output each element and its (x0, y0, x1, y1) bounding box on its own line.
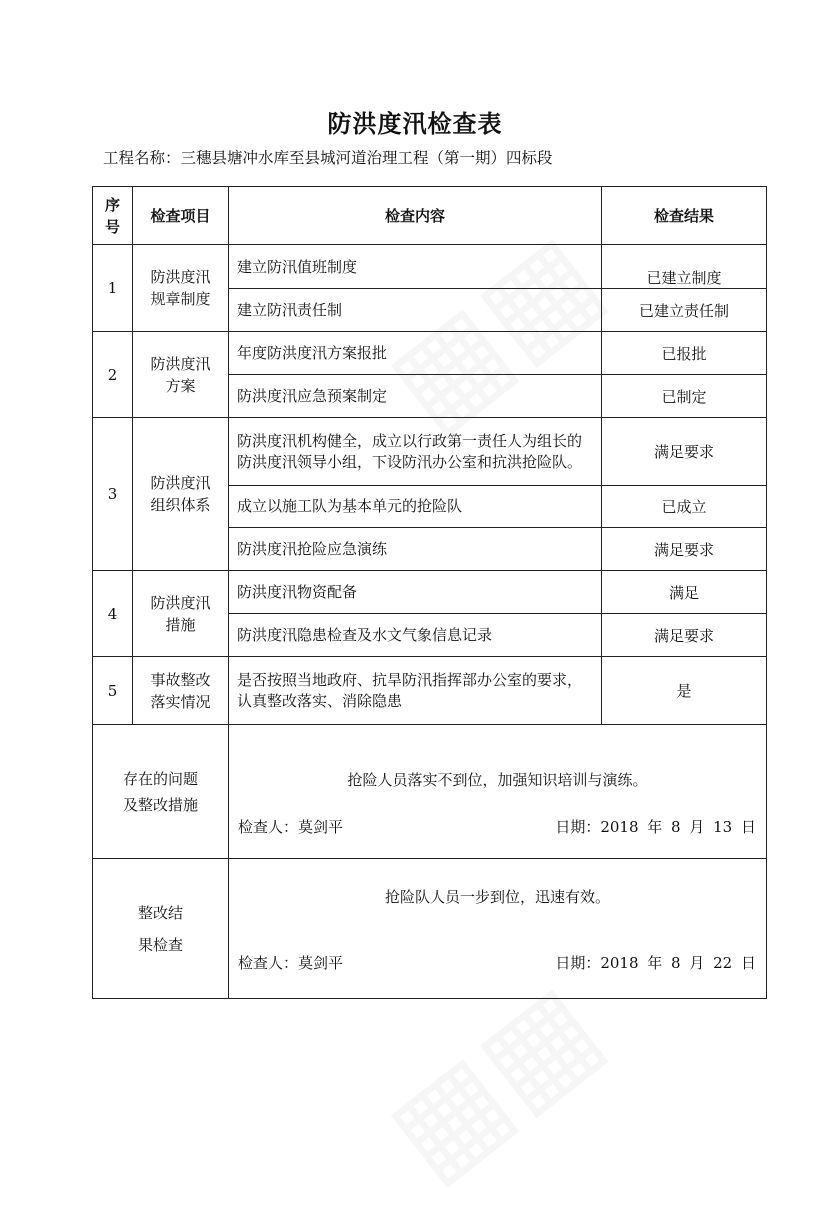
header-content: 检查内容 (229, 187, 602, 245)
page-title: 防洪度汛检查表 (327, 109, 503, 138)
table-row (93, 332, 767, 375)
problems-date: 日期：2018 年 8 月 13 日 (555, 818, 756, 836)
check-content: 建立防汛责任制 (229, 289, 602, 332)
check-result: 满足要求 (602, 614, 767, 657)
check-result: 满足要求 (602, 418, 767, 486)
problems-text: 抢险人员落实不到位，加强知识培训与演练。 (347, 771, 648, 789)
review-label: 整改结 果检查 (93, 859, 229, 999)
check-content: 是否按照当地政府、抗旱防汛指挥部办公室的要求，认真整改落实、消除隐患 (229, 657, 602, 725)
review-text: 抢险队人员一步到位，迅速有效。 (384, 888, 610, 906)
row-item: 防洪度汛 措施 (133, 571, 229, 657)
table-row (93, 418, 767, 486)
check-content: 年度防洪度汛方案报批 (229, 332, 602, 375)
header-item: 检查项目 (133, 187, 229, 245)
table-row (93, 571, 767, 614)
table-row (93, 657, 767, 725)
row-seq: 5 (93, 657, 133, 725)
review-inspector: 检查人：莫剑平 (238, 954, 344, 972)
check-result: 满足 (602, 571, 767, 614)
review-row (93, 859, 767, 999)
row-item: 防洪度汛 方案 (133, 332, 229, 418)
problems-label: 存在的问题 及整改措施 (93, 725, 229, 859)
check-result: 已建立责任制 (602, 289, 767, 332)
row-item: 防洪度汛 组织体系 (133, 418, 229, 571)
check-result: 是 (602, 657, 767, 725)
row-seq: 2 (93, 332, 133, 418)
problems-row (93, 725, 767, 859)
check-result: 已建立制度 (602, 245, 767, 289)
check-content: 防洪度汛应急预案制定 (229, 375, 602, 418)
inspection-table (92, 186, 767, 999)
header-seq: 序 号 (93, 187, 133, 245)
check-result: 满足要求 (602, 528, 767, 571)
row-seq: 4 (93, 571, 133, 657)
row-seq: 1 (93, 245, 133, 332)
check-content: 防洪度汛抢险应急演练 (229, 528, 602, 571)
table-row (93, 245, 767, 289)
check-result: 已制定 (602, 375, 767, 418)
review-date: 日期：2018 年 8 月 22 日 (555, 954, 756, 972)
table-header-row (93, 187, 767, 245)
row-item: 事故整改 落实情况 (133, 657, 229, 725)
row-item: 防洪度汛 规章制度 (133, 245, 229, 332)
row-seq: 3 (93, 418, 133, 571)
check-result: 已成立 (602, 486, 767, 528)
check-result: 已报批 (602, 332, 767, 375)
header-result: 检查结果 (602, 187, 767, 245)
check-content: 防洪度汛物资配备 (229, 571, 602, 614)
project-name: 工程名称：三穗县塘冲水库至县城河道治理工程（第一期）四标段 (103, 149, 553, 167)
check-content: 防洪度汛机构健全，成立以行政第一责任人为组长的防洪度汛领导小组，下设防汛办公室和抗洪抢险队。 (229, 418, 602, 486)
review-cell (229, 859, 767, 999)
check-content: 建立防汛值班制度 (229, 245, 602, 289)
problems-cell (229, 725, 767, 859)
problems-inspector: 检查人：莫剑平 (238, 818, 344, 836)
check-content: 成立以施工队为基本单元的抢险队 (229, 486, 602, 528)
check-content: 防洪度汛隐患检查及水文气象信息记录 (229, 614, 602, 657)
